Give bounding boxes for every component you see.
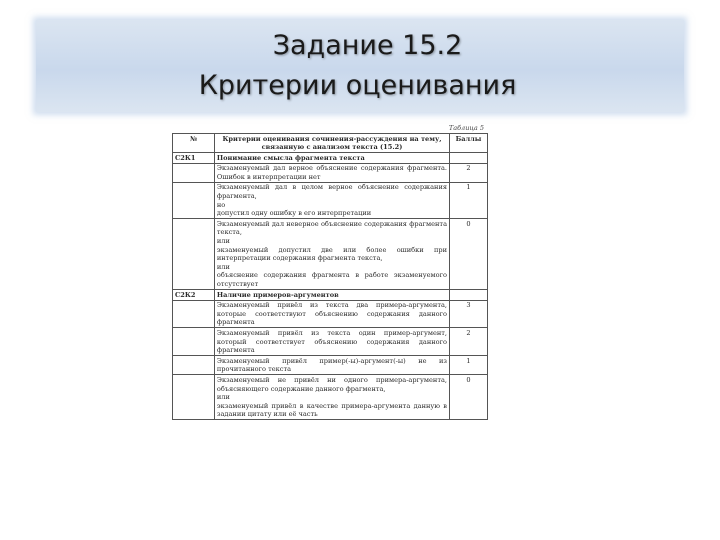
table-row: [173, 300, 488, 328]
header-points: Баллы: [450, 134, 488, 153]
table-row: [173, 356, 488, 375]
header-num: №: [173, 134, 215, 153]
criterion-title: Наличие примеров-аргументов: [214, 290, 449, 301]
row-text: Экзаменуемый привёл из текста два примера-аргумента, которые соответствуют объяснению содержания данного фрагмента: [214, 300, 449, 328]
table-caption: Таблица 5: [448, 124, 484, 132]
row-text: Экзаменуемый дал неверное объяснение содержания фрагмента текста, или экзаменуемый допустил две или более ошибки при интерпретации содержания фрагмента текста, или объяснение содержания фрагмента в работе экзаменуемого отсутствует: [214, 219, 449, 290]
row-points: 0: [450, 219, 488, 290]
row-text: Экзаменуемый не привёл ни одного примера-аргумента, объясняющего содержание данного фрагмента, или экзаменуемый привёл в качестве примера-аргумента данную в задании цитату или её часть: [214, 375, 449, 420]
row-text: Экзаменуемый привёл из текста один пример-аргумент, который соответствует объяснению содержания данного фрагмента: [214, 328, 449, 356]
row-text: Экзаменуемый дал верное объяснение содержания фрагмента. Ошибок в интерпретации нет: [214, 163, 449, 182]
row-points: 2: [450, 163, 488, 182]
section-row-k2: [173, 290, 488, 301]
row-points: 1: [450, 356, 488, 375]
section-row-k1: [173, 153, 488, 164]
table-row: [173, 375, 488, 420]
criterion-code: С2К2: [173, 290, 215, 301]
slide-subtitle: Критерии оценивания: [198, 70, 517, 101]
criterion-title: Понимание смысла фрагмента текста: [214, 153, 449, 164]
table-header-row: [173, 134, 488, 153]
table-row: [173, 163, 488, 182]
header-criteria: Критерии оценивания сочинения-рассуждения на тему, связанную с анализом текста (15.2): [214, 134, 449, 153]
slide-title: Задание 15.2: [272, 30, 463, 61]
table-row: [173, 219, 488, 290]
criterion-points-empty: [450, 153, 488, 164]
table-row: [173, 328, 488, 356]
row-points: 3: [450, 300, 488, 328]
criterion-points-empty: [450, 290, 488, 301]
row-points: 0: [450, 375, 488, 420]
row-points: 2: [450, 328, 488, 356]
table-row: [173, 182, 488, 218]
row-text: Экзаменуемый привёл пример(-ы)-аргумент(-ы) не из прочитанного текста: [214, 356, 449, 375]
row-text: Экзаменуемый дал в целом верное объяснение содержания фрагмента, но допустил одну ошибку в его интерпретации: [214, 182, 449, 218]
criteria-document: [170, 124, 490, 490]
criterion-code: С2К1: [173, 153, 215, 164]
criteria-table: [172, 133, 488, 420]
row-points: 1: [450, 182, 488, 218]
